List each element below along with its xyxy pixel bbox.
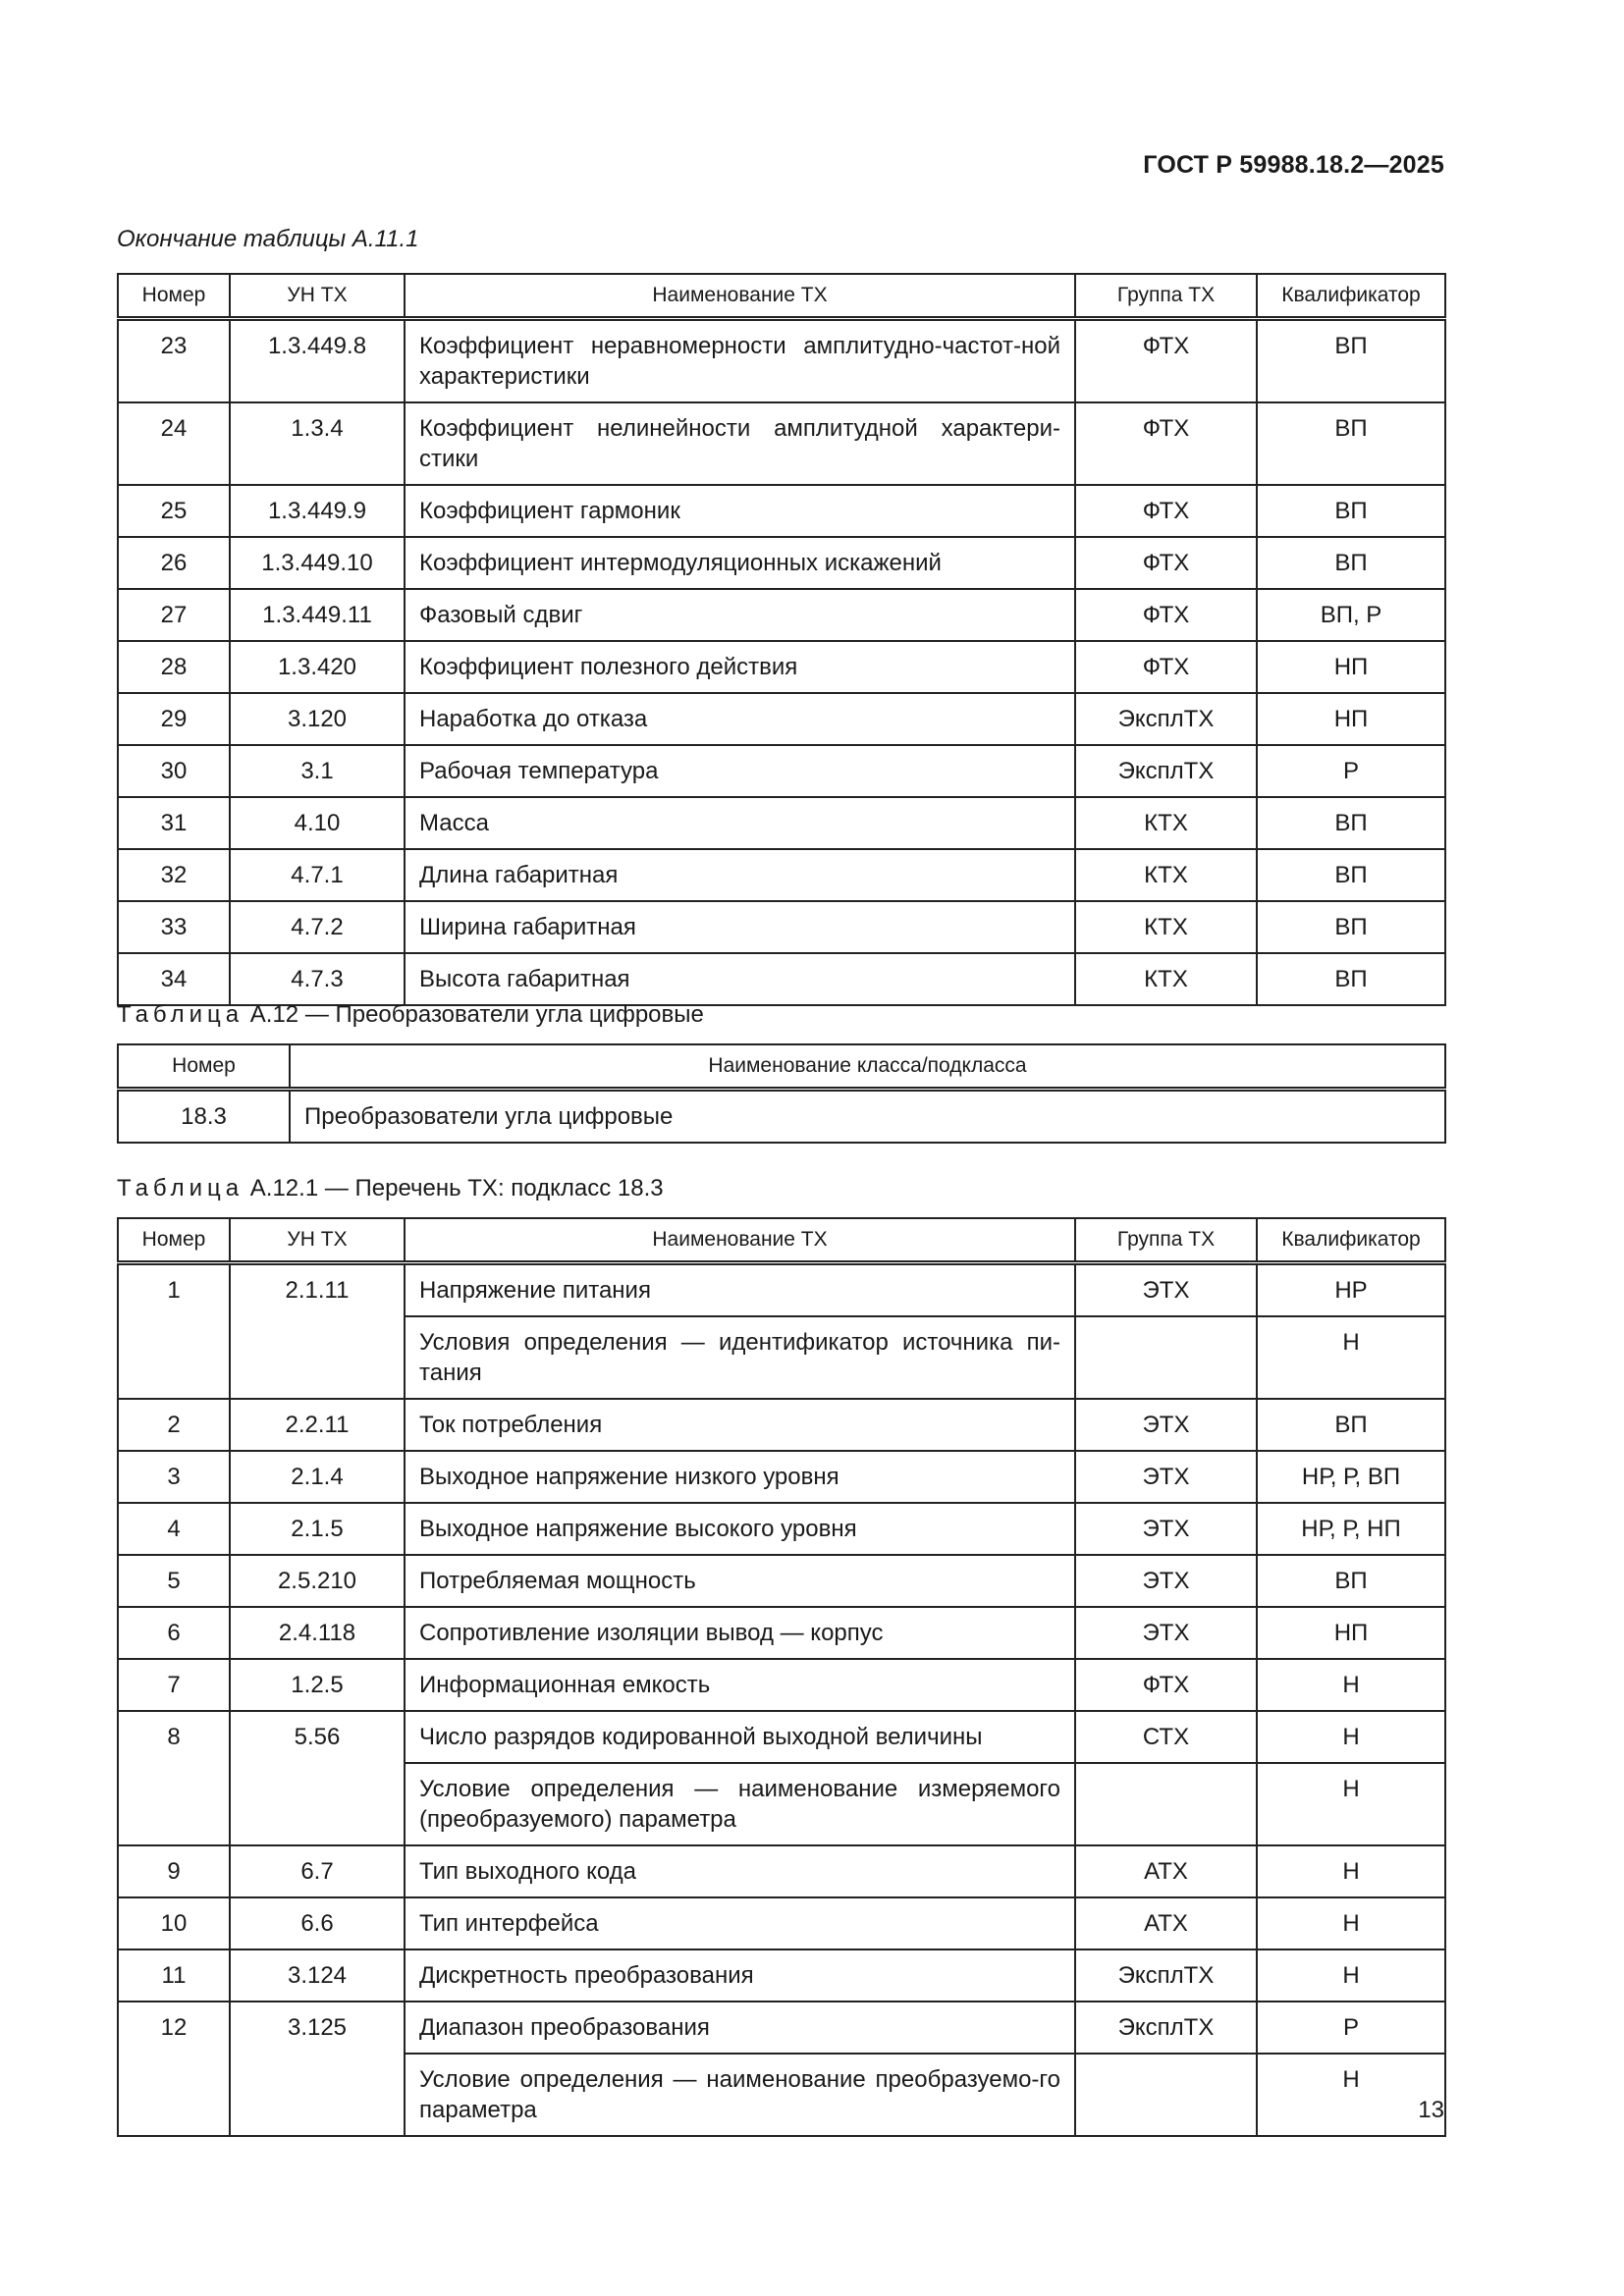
table-a12-caption-prefix: Таблица	[117, 1001, 244, 1028]
cell-code: 2.1.5	[230, 1503, 405, 1555]
table-row	[118, 1089, 1445, 1143]
table-row	[118, 1451, 1445, 1503]
table-row	[118, 641, 1445, 693]
cell-code: 1.3.449.9	[230, 485, 405, 537]
cell-qualifier: НП	[1257, 1607, 1445, 1659]
cell-qualifier: Р	[1257, 745, 1445, 797]
cell-condition-name: Условия определения — идентификатор источника пи-тания	[405, 1316, 1075, 1399]
cell-qualifier: ВП, Р	[1257, 589, 1445, 641]
cell-number: 7	[118, 1659, 230, 1711]
cell-code: 2.1.11	[230, 1262, 405, 1399]
cell-group: ЭксплТХ	[1075, 2002, 1257, 2054]
cell-number: 12	[118, 2002, 230, 2136]
cell-group: ФТХ	[1075, 641, 1257, 693]
cell-name: Коэффициент интермодуляционных искажений	[405, 537, 1075, 589]
cell-qualifier: ВП	[1257, 318, 1445, 402]
column-header-number: Номер	[118, 274, 230, 318]
cell-group: ЭТХ	[1075, 1607, 1257, 1659]
cell-name: Выходное напряжение высокого уровня	[405, 1503, 1075, 1555]
cell-number: 2	[118, 1399, 230, 1451]
cell-number: 24	[118, 402, 230, 485]
table-row	[118, 953, 1445, 1005]
cell-qualifier: НП	[1257, 641, 1445, 693]
table-row	[118, 1711, 1445, 1763]
cell-name: Масса	[405, 797, 1075, 849]
table-row	[118, 485, 1445, 537]
cell-code: 4.7.2	[230, 901, 405, 953]
cell-number: 33	[118, 901, 230, 953]
cell-group: ФТХ	[1075, 537, 1257, 589]
cell-group: СТХ	[1075, 1711, 1257, 1763]
cell-group: ЭксплТХ	[1075, 1949, 1257, 2002]
cell-name: Длина габаритная	[405, 849, 1075, 901]
cell-code: 2.1.4	[230, 1451, 405, 1503]
table-header-row	[118, 1044, 1445, 1089]
cell-code: 4.7.1	[230, 849, 405, 901]
table-a12-1	[117, 1217, 1446, 2137]
cell-name: Выходное напряжение низкого уровня	[405, 1451, 1075, 1503]
table-row	[118, 537, 1445, 589]
cell-code: 6.7	[230, 1845, 405, 1897]
cell-qualifier: ВП	[1257, 485, 1445, 537]
table-a11-1	[117, 273, 1446, 1006]
cell-name: Сопротивление изоляции вывод — корпус	[405, 1607, 1075, 1659]
cell-name: Ширина габаритная	[405, 901, 1075, 953]
cell-group: КТХ	[1075, 849, 1257, 901]
cell-number: 26	[118, 537, 230, 589]
table-row	[118, 745, 1445, 797]
cell-number: 32	[118, 849, 230, 901]
cell-group: ЭТХ	[1075, 1503, 1257, 1555]
table-a12	[117, 1043, 1446, 1144]
cell-qualifier: ВП	[1257, 953, 1445, 1005]
table-row	[118, 1399, 1445, 1451]
table-row	[118, 1897, 1445, 1949]
table-row	[118, 693, 1445, 745]
cell-number: 11	[118, 1949, 230, 2002]
cell-group: АТХ	[1075, 1897, 1257, 1949]
cell-code: 3.120	[230, 693, 405, 745]
cell-qualifier: ВП	[1257, 537, 1445, 589]
cell-number: 4	[118, 1503, 230, 1555]
cell-name: Диапазон преобразования	[405, 2002, 1075, 2054]
table-row	[118, 901, 1445, 953]
table-a12-1-caption	[117, 1175, 664, 1202]
table-row	[118, 1503, 1445, 1555]
cell-condition-name: Условие определения — наименование преобразуемо-го параметра	[405, 2054, 1075, 2136]
cell-code: 4.7.3	[230, 953, 405, 1005]
cell-number: 29	[118, 693, 230, 745]
cell-qualifier: ВП	[1257, 402, 1445, 485]
column-header-group: Группа ТХ	[1075, 1218, 1257, 1262]
table-header-row	[118, 274, 1445, 318]
cell-code: 2.4.118	[230, 1607, 405, 1659]
column-header-code: УН ТХ	[230, 274, 405, 318]
page-number: 13	[1418, 2097, 1444, 2123]
cell-qualifier: НР, Р, ВП	[1257, 1451, 1445, 1503]
cell-group	[1075, 1316, 1257, 1399]
table-row	[118, 1607, 1445, 1659]
table-row	[118, 1845, 1445, 1897]
table-header-row	[118, 1218, 1445, 1262]
cell-number: 10	[118, 1897, 230, 1949]
cell-group: ЭТХ	[1075, 1262, 1257, 1316]
cell-qualifier: Н	[1257, 1897, 1445, 1949]
cell-group: ЭТХ	[1075, 1399, 1257, 1451]
cell-name: Коэффициент неравномерности амплитудно-частот-ной характеристики	[405, 318, 1075, 402]
cell-number: 28	[118, 641, 230, 693]
table-a12-caption-title: А.12 — Преобразователи угла цифровые	[244, 1001, 704, 1028]
table-a12-caption	[117, 1001, 704, 1029]
cell-group: ФТХ	[1075, 589, 1257, 641]
cell-group: КТХ	[1075, 901, 1257, 953]
cell-code: 2.5.210	[230, 1555, 405, 1607]
cell-qualifier: ВП	[1257, 901, 1445, 953]
column-header-name: Наименование ТХ	[405, 1218, 1075, 1262]
cell-name: Ток потребления	[405, 1399, 1075, 1451]
cell-number: 27	[118, 589, 230, 641]
cell-code: 1.3.449.11	[230, 589, 405, 641]
cell-name: Рабочая температура	[405, 745, 1075, 797]
cell-group: АТХ	[1075, 1845, 1257, 1897]
cell-qualifier: Н	[1257, 1845, 1445, 1897]
column-header-number: Номер	[118, 1044, 290, 1089]
cell-number: 34	[118, 953, 230, 1005]
table-row	[118, 1949, 1445, 2002]
table-row	[118, 318, 1445, 402]
table-row	[118, 1262, 1445, 1316]
cell-name: Высота габаритная	[405, 953, 1075, 1005]
cell-name: Информационная емкость	[405, 1659, 1075, 1711]
cell-name: Тип выходного кода	[405, 1845, 1075, 1897]
cell-number: 5	[118, 1555, 230, 1607]
cell-code: 4.10	[230, 797, 405, 849]
cell-group: ФТХ	[1075, 1659, 1257, 1711]
cell-qualifier: ВП	[1257, 1555, 1445, 1607]
cell-code: 1.3.449.10	[230, 537, 405, 589]
cell-qualifier: Н	[1257, 1711, 1445, 1763]
cell-name: Число разрядов кодированной выходной величины	[405, 1711, 1075, 1763]
cell-qualifier: Н	[1257, 1316, 1445, 1399]
cell-qualifier: ВП	[1257, 1399, 1445, 1451]
cell-name: Потребляемая мощность	[405, 1555, 1075, 1607]
cell-qualifier: НР	[1257, 1262, 1445, 1316]
cell-group	[1075, 1763, 1257, 1845]
column-header-number: Номер	[118, 1218, 230, 1262]
cell-condition-name: Условие определения — наименование измеряемого (преобразуемого) параметра	[405, 1763, 1075, 1845]
cell-number: 3	[118, 1451, 230, 1503]
column-header-qualifier: Квалификатор	[1257, 274, 1445, 318]
table-row	[118, 797, 1445, 849]
cell-number: 30	[118, 745, 230, 797]
cell-group: КТХ	[1075, 797, 1257, 849]
cell-code: 3.124	[230, 1949, 405, 2002]
cell-code: 1.3.4	[230, 402, 405, 485]
cell-number: 18.3	[118, 1089, 290, 1143]
cell-qualifier: ВП	[1257, 797, 1445, 849]
table-row	[118, 2002, 1445, 2054]
cell-group: ЭТХ	[1075, 1555, 1257, 1607]
column-header-class-name: Наименование класса/подкласса	[290, 1044, 1445, 1089]
cell-number: 23	[118, 318, 230, 402]
column-header-code: УН ТХ	[230, 1218, 405, 1262]
cell-qualifier: Н	[1257, 1659, 1445, 1711]
cell-number: 25	[118, 485, 230, 537]
cell-group: ЭксплТХ	[1075, 745, 1257, 797]
cell-number: 31	[118, 797, 230, 849]
cell-group: КТХ	[1075, 953, 1257, 1005]
cell-qualifier: НР, Р, НП	[1257, 1503, 1445, 1555]
cell-code: 3.125	[230, 2002, 405, 2136]
cell-group: ФТХ	[1075, 318, 1257, 402]
column-header-name: Наименование ТХ	[405, 274, 1075, 318]
cell-name: Коэффициент нелинейности амплитудной характери-стики	[405, 402, 1075, 485]
cell-qualifier: ВП	[1257, 849, 1445, 901]
cell-qualifier: Н	[1257, 1949, 1445, 2002]
cell-class-name: Преобразователи угла цифровые	[290, 1089, 1445, 1143]
cell-name: Наработка до отказа	[405, 693, 1075, 745]
cell-name: Дискретность преобразования	[405, 1949, 1075, 2002]
cell-code: 1.3.420	[230, 641, 405, 693]
cell-qualifier: НП	[1257, 693, 1445, 745]
column-header-group: Группа ТХ	[1075, 274, 1257, 318]
cell-name: Тип интерфейса	[405, 1897, 1075, 1949]
cell-name: Напряжение питания	[405, 1262, 1075, 1316]
cell-number: 8	[118, 1711, 230, 1845]
table-a11-1-caption: Окончание таблицы А.11.1	[117, 226, 419, 252]
table-row	[118, 402, 1445, 485]
cell-code: 3.1	[230, 745, 405, 797]
cell-number: 1	[118, 1262, 230, 1399]
table-row	[118, 1555, 1445, 1607]
cell-group: ФТХ	[1075, 485, 1257, 537]
cell-number: 6	[118, 1607, 230, 1659]
cell-code: 5.56	[230, 1711, 405, 1845]
cell-qualifier: Р	[1257, 2002, 1445, 2054]
cell-group	[1075, 2054, 1257, 2136]
table-a12-1-caption-title: А.12.1 — Перечень ТХ: подкласс 18.3	[244, 1175, 664, 1201]
cell-group: ФТХ	[1075, 402, 1257, 485]
table-a12-1-caption-prefix: Таблица	[117, 1175, 244, 1201]
cell-code: 2.2.11	[230, 1399, 405, 1451]
cell-group: ЭТХ	[1075, 1451, 1257, 1503]
standard-designation: ГОСТ Р 59988.18.2—2025	[1143, 151, 1444, 179]
cell-code: 1.2.5	[230, 1659, 405, 1711]
cell-number: 9	[118, 1845, 230, 1897]
cell-code: 1.3.449.8	[230, 318, 405, 402]
table-row	[118, 589, 1445, 641]
column-header-qualifier: Квалификатор	[1257, 1218, 1445, 1262]
table-row	[118, 849, 1445, 901]
cell-name: Коэффициент гармоник	[405, 485, 1075, 537]
cell-qualifier: Н	[1257, 2054, 1445, 2136]
cell-group: ЭксплТХ	[1075, 693, 1257, 745]
cell-name: Фазовый сдвиг	[405, 589, 1075, 641]
cell-name: Коэффициент полезного действия	[405, 641, 1075, 693]
cell-code: 6.6	[230, 1897, 405, 1949]
table-row	[118, 1659, 1445, 1711]
cell-qualifier: Н	[1257, 1763, 1445, 1845]
